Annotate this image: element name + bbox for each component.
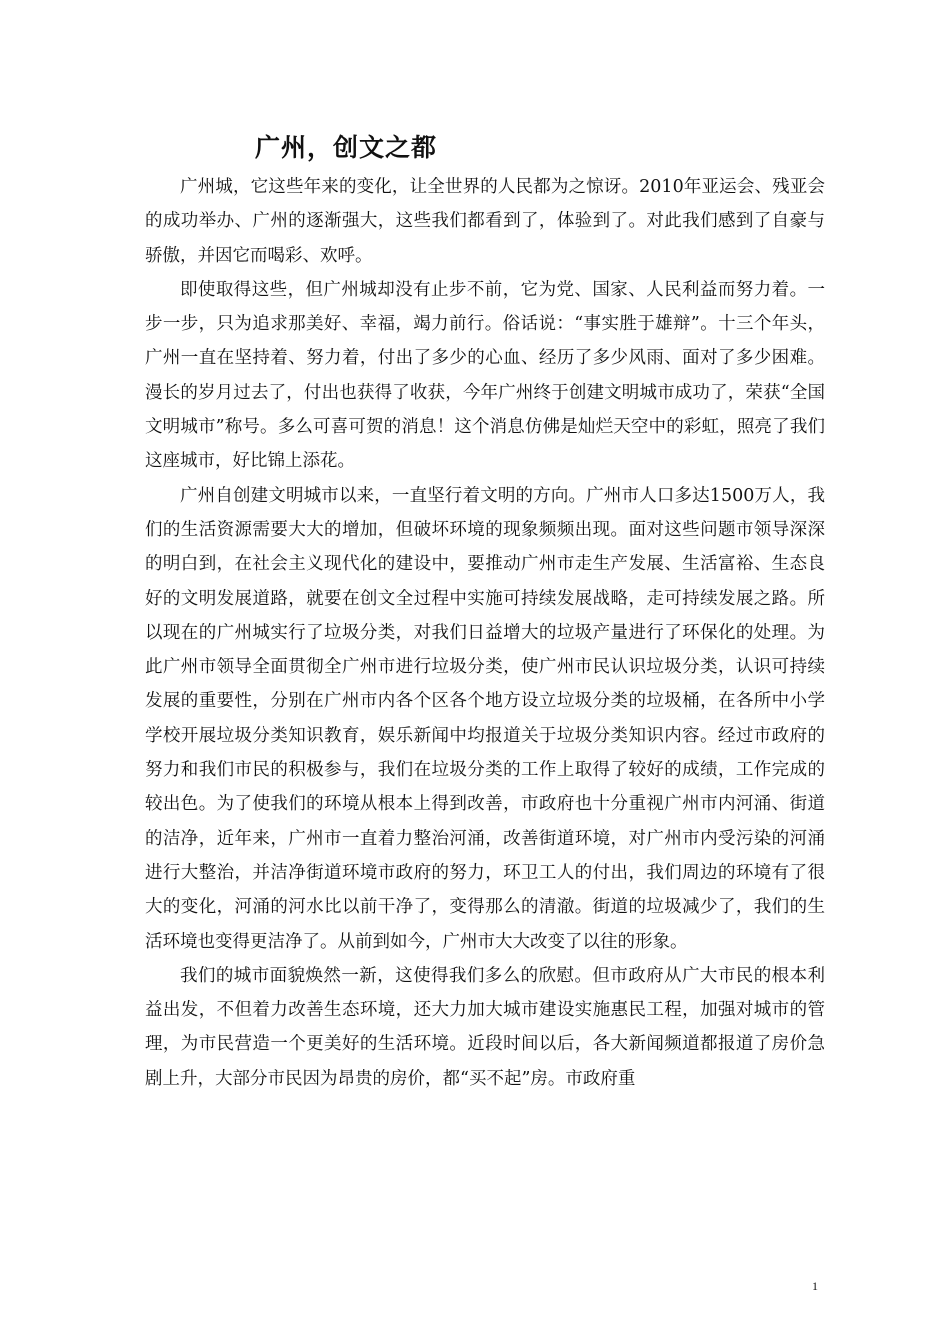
document-title: 广州，创文之都 — [255, 133, 438, 162]
document-body — [145, 170, 825, 1096]
paragraph-1: 广州城，它这些年来的变化，让全世界的人民都为之惊讶。2010年亚运会、残亚会的成功举办、广州的逐渐强大，这些我们都看到了，体验到了。对此我们感到了自豪与骄傲，并因它而喝彩、欢呼。 — [145, 177, 825, 266]
paragraph-4: 我们的城市面貌焕然一新，这使得我们多么的欣慰。但市政府从广大市民的根本利益出发，不但着力改善生态环境，还大力加大城市建设实施惠民工程，加强对城市的管理，为市民营造一个更美好的生活环境。近段时间以后，各大新闻频道都报道了房价急剧上升，大部分市民因为昂贵的房价，都“买不起”房。市政府重 — [145, 965, 825, 1089]
paragraph-3: 广州自创建文明城市以来，一直坚行着文明的方向。广州市人口多达1500万人，我们的生活资源需要大大的增加，但破坏环境的现象频频出现。面对这些问题市领导深深的明白到，在社会主义现代化的建设中，要推动广州市走生产发展、生活富裕、生态良好的文明发展道路，就要在创文全过程中实施可持续发展战略，走可持续发展之路。所以现在的广州城实行了垃圾分类，对我们日益增大的垃圾产量进行了环保化的处理。为此广州市领导全面贯彻全广州市进行垃圾分类，使广州市民认识垃圾分类，认识可持续发展的重要性，分别在广州市内各个区各个地方设立垃圾分类的垃圾桶，在各所中小学学校开展垃圾分类知识教育，娱乐新闻中均报道关于垃圾分类知识内容。经过市政府的努力和我们市民的积极参与，我们在垃圾分类的工作上取得了较好的成绩，工作完成的较出色。为了使我们的环境从根本上得到改善，市政府也十分重视广州市内河涌、街道的洁净，近年来，广州市一直着力整治河涌，改善街道环境，对广州市内受污染的河涌进行大整治，并洁净街道环境市政府的努力，环卫工人的付出，我们周边的环境有了很大的变化，河涌的河水比以前干净了，变得那么的清澈。街道的垃圾减少了，我们的生活环境也变得更洁净了。从前到如今，广州市大大改变了以往的形象。 — [145, 485, 825, 952]
paragraph-2: 即使取得这些，但广州城却没有止步不前，它为党、国家、人民利益而努力着。一步一步，只为追求那美好、幸福，竭力前行。俗话说：“事实胜于雄辩”。十三个年头，广州一直在坚持着、努力着，付出了多少的心血、经历了多少风雨、面对了多少困难。漫长的岁月过去了，付出也获得了收获，今年广州终于创建文明城市成功了，荣获“全国文明城市”称号。多么可喜可贺的消息！这个消息仿佛是灿烂天空中的彩虹，照亮了我们这座城市，好比锦上添花。 — [145, 279, 825, 472]
page-number: 1 — [812, 1279, 818, 1293]
